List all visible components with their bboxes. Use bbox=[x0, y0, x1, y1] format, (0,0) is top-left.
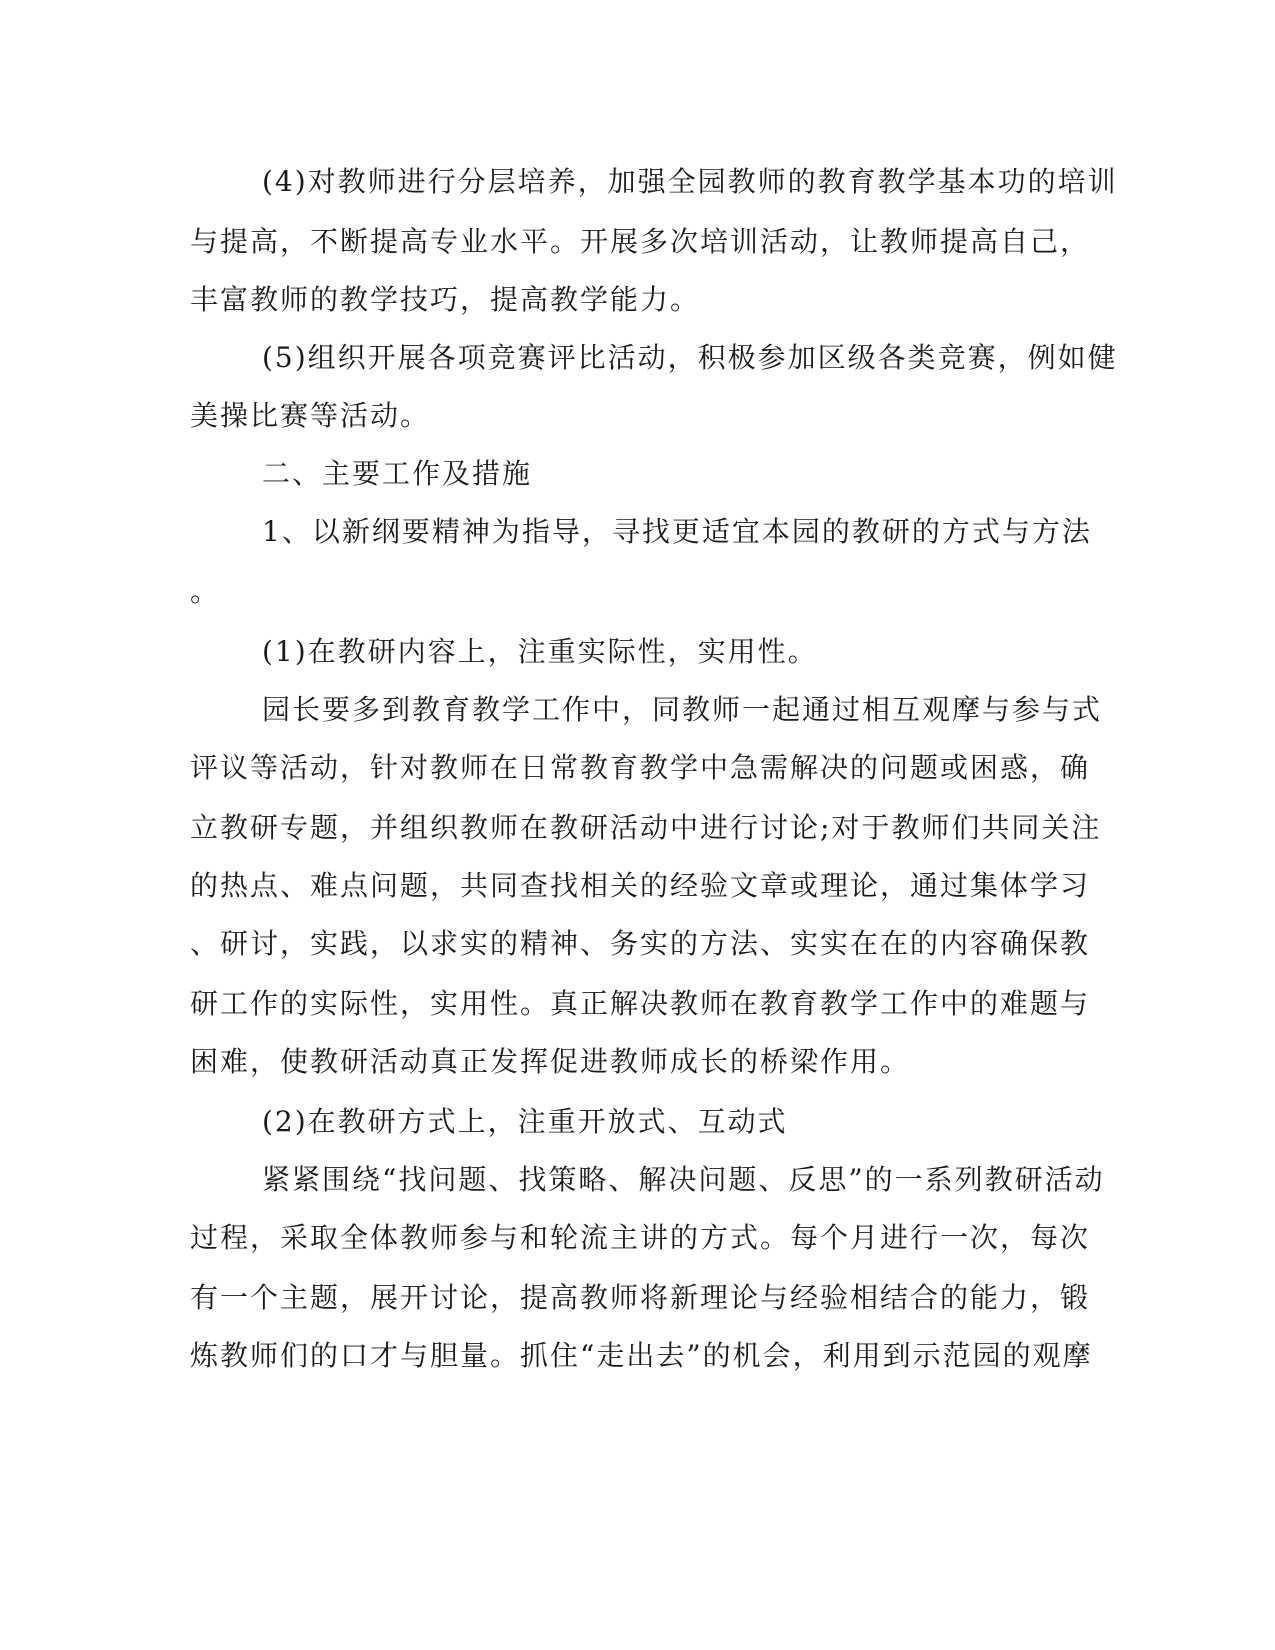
paragraph-line: 丰富教师的教学技巧，提高教学能力。 bbox=[190, 283, 701, 316]
paragraph-line: 炼教师们的口才与胆量。抓住“走出去”的机会，利用到示范园的观摩 bbox=[190, 1339, 1093, 1372]
section-heading: 二、主要工作及措施 bbox=[262, 457, 533, 490]
paragraph-line: 的热点、难点问题，共同查找相关的经验文章或理论，通过集体学习 bbox=[190, 869, 1091, 902]
subsection-heading: 1、以新纲要精神为指导，寻找更适宜本园的教研的方式与方法 bbox=[262, 515, 1092, 548]
paragraph-line: 评议等活动，针对教师在日常教育教学中急需解决的问题或困惑，确 bbox=[190, 751, 1091, 784]
paragraph-line: 紧紧围绕“找问题、找策略、解决问题、反思”的一系列教研活动 bbox=[262, 1163, 1105, 1196]
paragraph-line: 园长要多到教育教学工作中，同教师一起通过相互观摩与参与式 bbox=[262, 693, 1103, 726]
paragraph-line: 立教研专题，并组织教师在教研活动中进行讨论;对于教师们共同关注 bbox=[190, 811, 1102, 844]
paragraph-line: 。 bbox=[190, 575, 221, 608]
paragraph-line: (4)对教师进行分层培养，加强全园教师的教育教学基本功的培训 bbox=[262, 165, 1118, 198]
paragraph-line: 、研讨，实践，以求实的精神、务实的方法、实实在在的内容确保教 bbox=[190, 927, 1091, 960]
subsection-heading: (1)在教研内容上，注重实际性，实用性。 bbox=[262, 635, 818, 668]
paragraph-line: 困难，使教研活动真正发挥促进教师成长的桥梁作用。 bbox=[190, 1045, 911, 1078]
paragraph-line: 过程，采取全体教师参与和轮流主讲的方式。每个月进行一次，每次 bbox=[190, 1221, 1091, 1254]
paragraph-line: (5)组织开展各项竞赛评比活动，积极参加区级各类竞赛，例如健 bbox=[262, 341, 1118, 374]
paragraph-line: 美操比赛等活动。 bbox=[190, 399, 431, 432]
paragraph-line: 与提高，不断提高专业水平。开展多次培训活动，让教师提高自己， bbox=[190, 225, 1091, 258]
paragraph-line: 研工作的实际性，实用性。真正解决教师在教育教学工作中的难题与 bbox=[190, 987, 1091, 1020]
subsection-heading: (2)在教研方式上，注重开放式、互动式 bbox=[262, 1105, 788, 1138]
paragraph-line: 有一个主题，展开讨论，提高教师将新理论与经验相结合的能力，锻 bbox=[190, 1281, 1091, 1314]
